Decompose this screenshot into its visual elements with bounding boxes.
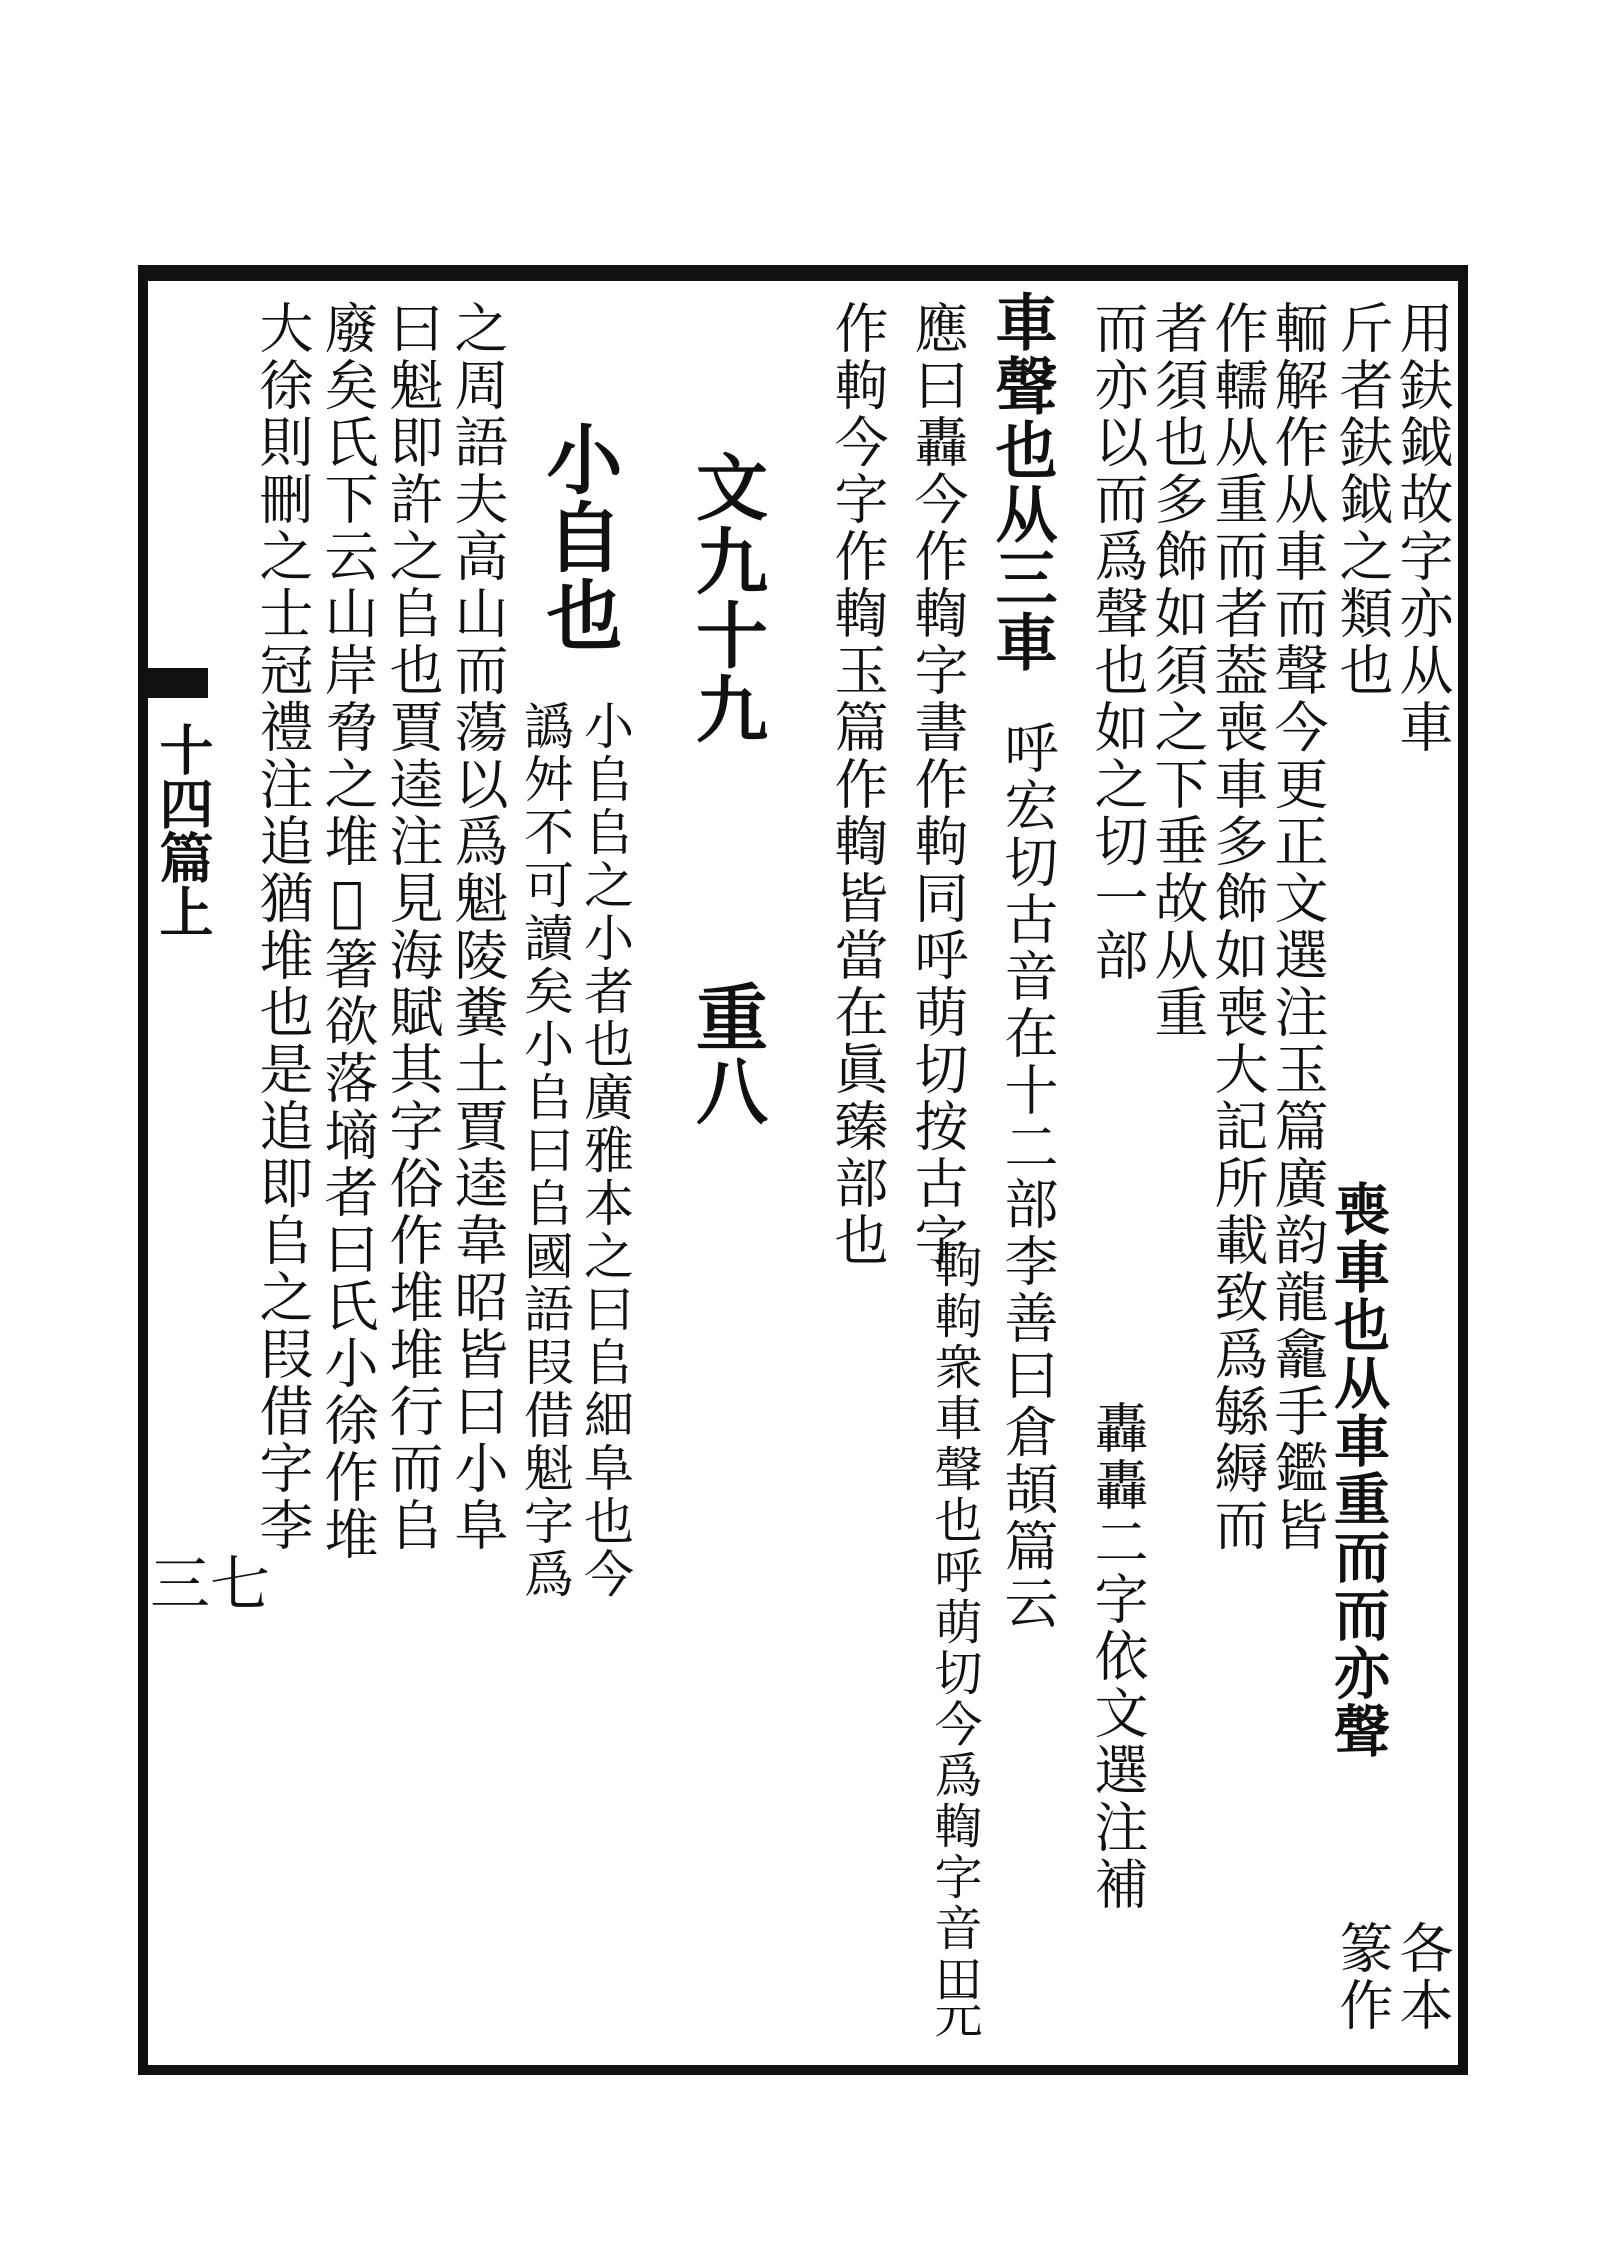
margin-page-number: 三七: [150, 1550, 270, 1620]
headword-xiao-zi: 小自也: [534, 420, 623, 654]
note-hong-b: 軥軥衆車聲也呼萌切今爲輷字音田: [926, 1240, 982, 2005]
margin-section-label: 十四篇上: [151, 722, 215, 938]
section-count: 文九十九: [684, 450, 769, 746]
text-column-14: 曰魁即許之𠂤也賈逵注見海賦其字俗作堆堆行而𠂤: [381, 300, 444, 1554]
text-column-6: 而亦以而爲聲也如之切一部: [1086, 300, 1149, 984]
note-right-a: 各本: [1391, 1920, 1454, 2034]
note-zi: 小𠂤𠂤之小者也廣雅本之曰𠂤細阜也今: [576, 700, 634, 1601]
note-hong: 轟轟二字依文選注補: [1086, 1400, 1149, 1913]
text-column-8: 應曰轟今作輷字書作軥同呼萌切按古字: [906, 300, 969, 1269]
text-column-9: 作軥今字作輷玉篇作輷皆當在眞臻部也: [826, 300, 889, 1269]
note-hong-c: 元: [926, 1990, 982, 2041]
text-column-2: 斤者鈇鉞之類也: [1331, 300, 1394, 699]
text-column-3: 輀解作从車而聲今更正文選注玉篇廣韵龍龕手鑑皆: [1266, 300, 1329, 1554]
text-column-13: 之周語夫高山而蕩以爲魁陵糞土賈逵韋昭皆曰小阜: [446, 300, 509, 1554]
note-zi-b: 譌舛不可讀矣小𠂤曰𠂤國語叚借魁字爲: [516, 700, 574, 1601]
text-column-15: 廢矣氏下云山岸脅之堆𡴀箸欲落墒者曰氏小徐作堆: [316, 300, 379, 1563]
text-column-16: 大徐則刪之士冠禮注追猶堆也是追即𠂤之叚借字李: [251, 300, 314, 1554]
headword-che-sheng: 車聲也从三車: [985, 290, 1058, 674]
emphasis-column-right: 喪車也从車重而而亦聲: [1325, 1180, 1391, 1760]
text-column-1: 用鈇鉞故字亦从車: [1391, 300, 1454, 756]
section-double: 重八: [684, 980, 769, 1128]
note-hong-pronunciation: 呼宏切古音在十二部李善曰倉頡篇云: [996, 720, 1059, 1632]
note-right-b: 篆作: [1331, 1920, 1394, 2034]
text-column-5: 者須也多飾如須之下垂故从重: [1146, 300, 1209, 1041]
frame-top-rule: [148, 275, 1458, 281]
text-column-4: 作轜从重而者葢喪車多飾如喪大記所載致爲緐縟而: [1206, 300, 1269, 1554]
